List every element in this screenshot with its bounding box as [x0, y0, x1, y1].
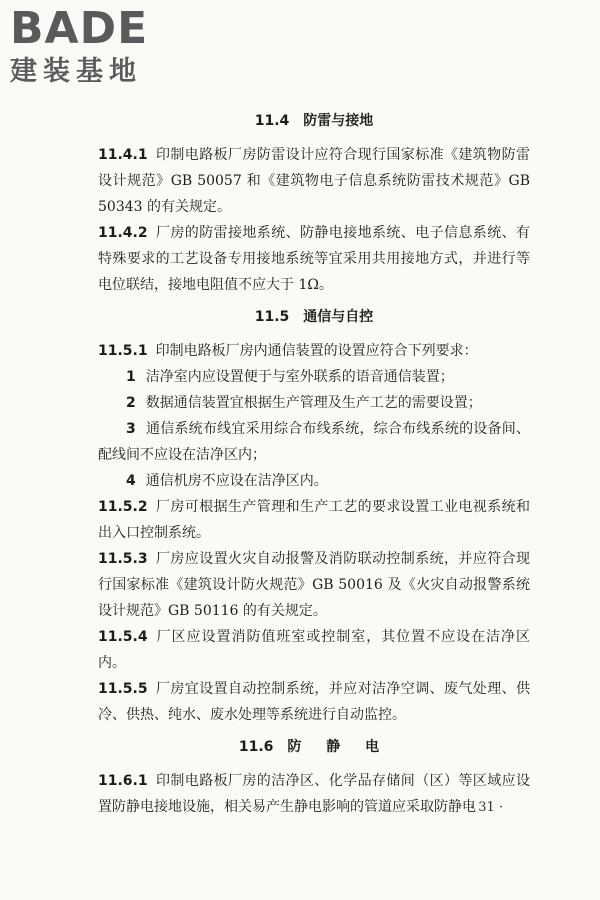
clause-number: 11.6.1	[98, 773, 148, 789]
item-text: 数据通信装置宜根据生产管理及生产工艺的需要设置；	[145, 395, 482, 411]
item-text: 通信系统布线宜采用综合布线系统，综合布线系统的设备间、配线间不应设在洁净区内；	[98, 421, 530, 463]
clause-text: 厂房宜设置自动控制系统，并应对洁净空调、废气处理、供冷、供热、纯水、废水处理等系统进行自动监控。	[98, 681, 530, 723]
page-number: · 31 ·	[470, 800, 504, 815]
clause-11-4-1	[98, 142, 530, 220]
item-number: 1	[126, 369, 136, 385]
clause-number: 11.4.1	[98, 147, 148, 163]
item-number: 3	[126, 421, 136, 437]
list-item	[98, 364, 530, 390]
clause-number: 11.5.1	[98, 343, 148, 359]
clause-11-5-5	[98, 676, 530, 728]
clause-11-5-2	[98, 494, 530, 546]
section-title-11-4	[98, 112, 530, 130]
clause-11-5-1	[98, 338, 530, 364]
list-item	[98, 390, 530, 416]
section-number: 11.4	[254, 113, 290, 129]
clause-11-5-4	[98, 624, 530, 676]
item-text: 通信机房不应设在洁净区内。	[145, 473, 328, 489]
clause-number: 11.5.4	[98, 629, 148, 645]
clause-text: 厂房可根据生产管理和生产工艺的要求设置工业电视系统和出入口控制系统。	[98, 499, 530, 541]
clause-11-6-1	[98, 768, 530, 820]
clause-text: 印制电路板厂房的洁净区、化学品存储间（区）等区域应设置防静电接地设施，相关易产生静电影响的管道应采取防静电	[98, 773, 530, 815]
bade-logo	[10, 3, 180, 90]
list-item	[98, 468, 530, 494]
logo-mark: BADE	[10, 3, 149, 54]
section-number: 11.6	[238, 739, 274, 755]
clause-text: 厂房的防雷接地系统、防静电接地系统、电子信息系统、有特殊要求的工艺设备专用接地系统等宜采用共用接地方式，并进行等电位联结，接地电阻值不应大于 1Ω。	[98, 225, 530, 293]
clause-11-5-3	[98, 546, 530, 624]
clause-number: 11.5.2	[98, 499, 148, 515]
clause-number: 11.5.3	[98, 551, 148, 567]
list-item	[98, 416, 530, 468]
item-text: 洁净室内应设置便于与室外联系的语音通信装置；	[145, 369, 454, 385]
clause-number: 11.5.5	[98, 681, 148, 697]
document-page	[98, 112, 530, 820]
clause-text: 印制电路板厂房内通信装置的设置应符合下列要求：	[155, 343, 478, 359]
section-title-11-6	[98, 738, 530, 756]
clause-text: 印制电路板厂房防雷设计应符合现行国家标准《建筑物防雷设计规范》GB 50057 和《建筑物电子信息系统防雷技术规范》GB 50343 的有关规定。	[98, 147, 530, 215]
clause-11-4-2	[98, 220, 530, 298]
section-title-11-5	[98, 308, 530, 326]
clause-text: 厂区应设置消防值班室或控制室，其位置不应设在洁净区内。	[98, 629, 530, 671]
section-name: 防雷与接地	[303, 113, 374, 129]
item-number: 2	[126, 395, 136, 411]
section-name: 通信与自控	[303, 309, 374, 325]
logo-subtitle: 建装基地	[10, 56, 142, 87]
clause-number: 11.4.2	[98, 225, 148, 241]
clause-text: 厂房应设置火灾自动报警及消防联动控制系统，并应符合现行国家标准《建筑设计防火规范》GB 50016 及《火灾自动报警系统设计规范》GB 50116 的有关规定。	[98, 551, 530, 619]
section-name: 防 静 电	[287, 739, 390, 755]
section-number: 11.5	[254, 309, 290, 325]
item-number: 4	[126, 473, 136, 489]
